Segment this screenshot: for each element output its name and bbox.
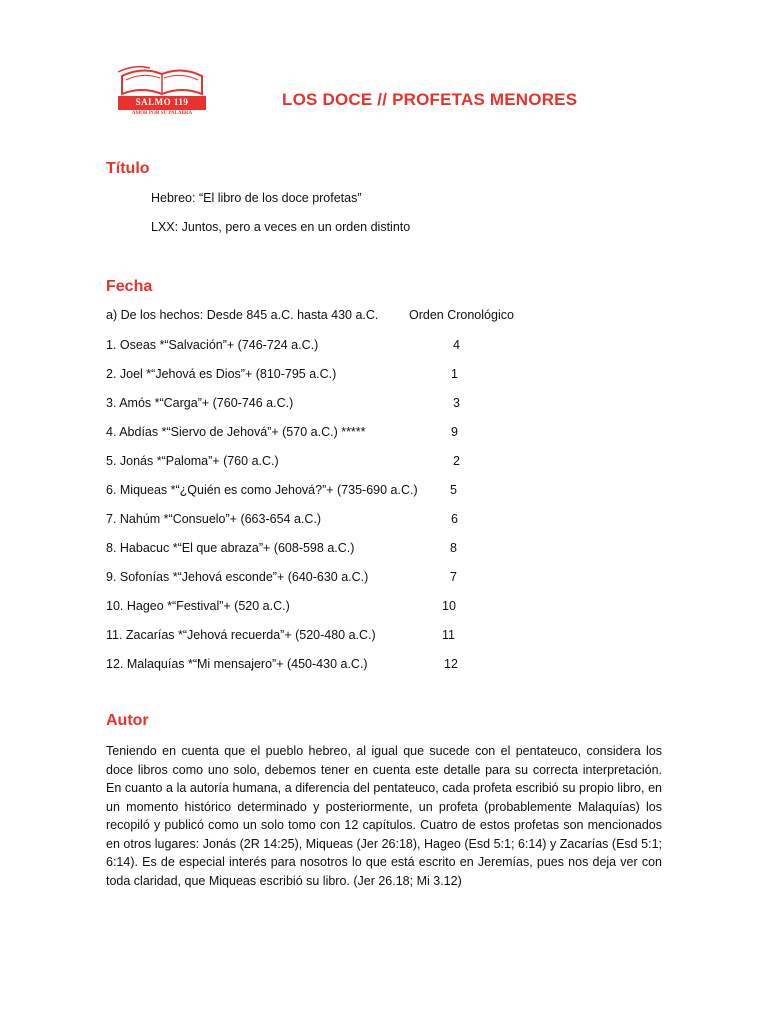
prophet-item-4: 4. Abdías *“Siervo de Jehová”+ (570 a.C.) ***** xyxy=(106,425,366,439)
logo xyxy=(114,60,210,124)
prophet-order-8: 8 xyxy=(450,541,457,555)
prophet-item-10: 10. Hageo *“Festival”+ (520 a.C.) xyxy=(106,599,290,613)
logo-line-1: SALMO 119 xyxy=(135,97,189,107)
prophet-order-11: 11 xyxy=(442,628,455,642)
prophet-item-6: 6. Miqueas *“¿Quién es como Jehová?”+ (735-690 a.C.) xyxy=(106,483,418,497)
prophet-order-2: 1 xyxy=(451,367,458,381)
prophet-order-7: 6 xyxy=(451,512,458,526)
titulo-line-hebreo: Hebreo: “El libro de los doce profetas” xyxy=(151,191,362,205)
prophet-item-11: 11. Zacarías *“Jehová recuerda”+ (520-480 a.C.) xyxy=(106,628,376,642)
prophet-item-5: 5. Jonás *“Paloma”+ (760 a.C.) xyxy=(106,454,279,468)
document-title: LOS DOCE // PROFETAS MENORES xyxy=(282,90,578,109)
autor-paragraph: Teniendo en cuenta que el pueblo hebreo, al igual que sucede con el pentateuco, considera los doce libros como uno solo, debemos tener en cuenta este detalle para su correcta interpretación. En cuanto a la autoría humana, a diferencia del pentateuco, cada profeta escribió su propio libro, en un momento histórico determinado y posteriormente, un profeta (probablemente Malaquías) los recopiló y publicó como un solo tomo con 12 capítulos. Cuatro de estos profetas son mencionados en otros lugares: Jonás (2R 14:25), Miqueas (Jer 26:18), Hageo (Esd 5:1; 6:14) y Zacarías (Esd 5:1; 6:14). Es de especial interés para nosotros lo que está escrito en Jeremías, pues nos deja ver con toda claridad, que Miqueas escribió su libro. (Jer 26.18; Mi 3.12) xyxy=(106,744,662,888)
prophet-order-6: 5 xyxy=(450,483,457,497)
prophet-item-1: 1. Oseas *“Salvación”+ (746-724 a.C.) xyxy=(106,338,319,352)
prophet-item-8: 8. Habacuc *“El que abraza”+ (608-598 a.C.) xyxy=(106,541,355,555)
prophet-item-3: 3. Amós *“Carga”+ (760-746 a.C.) xyxy=(106,396,294,410)
section-heading-autor: Autor xyxy=(106,712,149,729)
titulo-line-lxx: LXX: Juntos, pero a veces en un orden distinto xyxy=(151,220,411,234)
prophet-order-9: 7 xyxy=(450,570,457,584)
prophet-item-7: 7. Nahúm *“Consuelo”+ (663-654 a.C.) xyxy=(106,512,322,526)
fecha-intro: a) De los hechos: Desde 845 a.C. hasta 430 a.C. xyxy=(106,308,379,322)
prophet-order-1: 4 xyxy=(453,338,460,352)
prophet-item-9: 9. Sofonías *“Jehová esconde”+ (640-630 a.C.) xyxy=(106,570,369,584)
section-heading-titulo: Título xyxy=(106,160,150,177)
prophet-order-3: 3 xyxy=(453,396,460,410)
prophet-item-2: 2. Joel *“Jehová es Dios”+ (810-795 a.C.) xyxy=(106,367,337,381)
prophet-order-4: 9 xyxy=(451,425,458,439)
order-header: Orden Cronológico xyxy=(409,308,514,322)
section-heading-fecha: Fecha xyxy=(106,278,153,295)
prophet-order-5: 2 xyxy=(453,454,460,468)
prophet-order-10: 10 xyxy=(442,599,456,613)
prophet-item-12: 12. Malaquías *“Mi mensajero”+ (450-430 a.C.) xyxy=(106,657,368,671)
logo-line-2: AMOR POR SU PALABRA xyxy=(131,111,193,116)
prophet-order-12: 12 xyxy=(444,657,458,671)
